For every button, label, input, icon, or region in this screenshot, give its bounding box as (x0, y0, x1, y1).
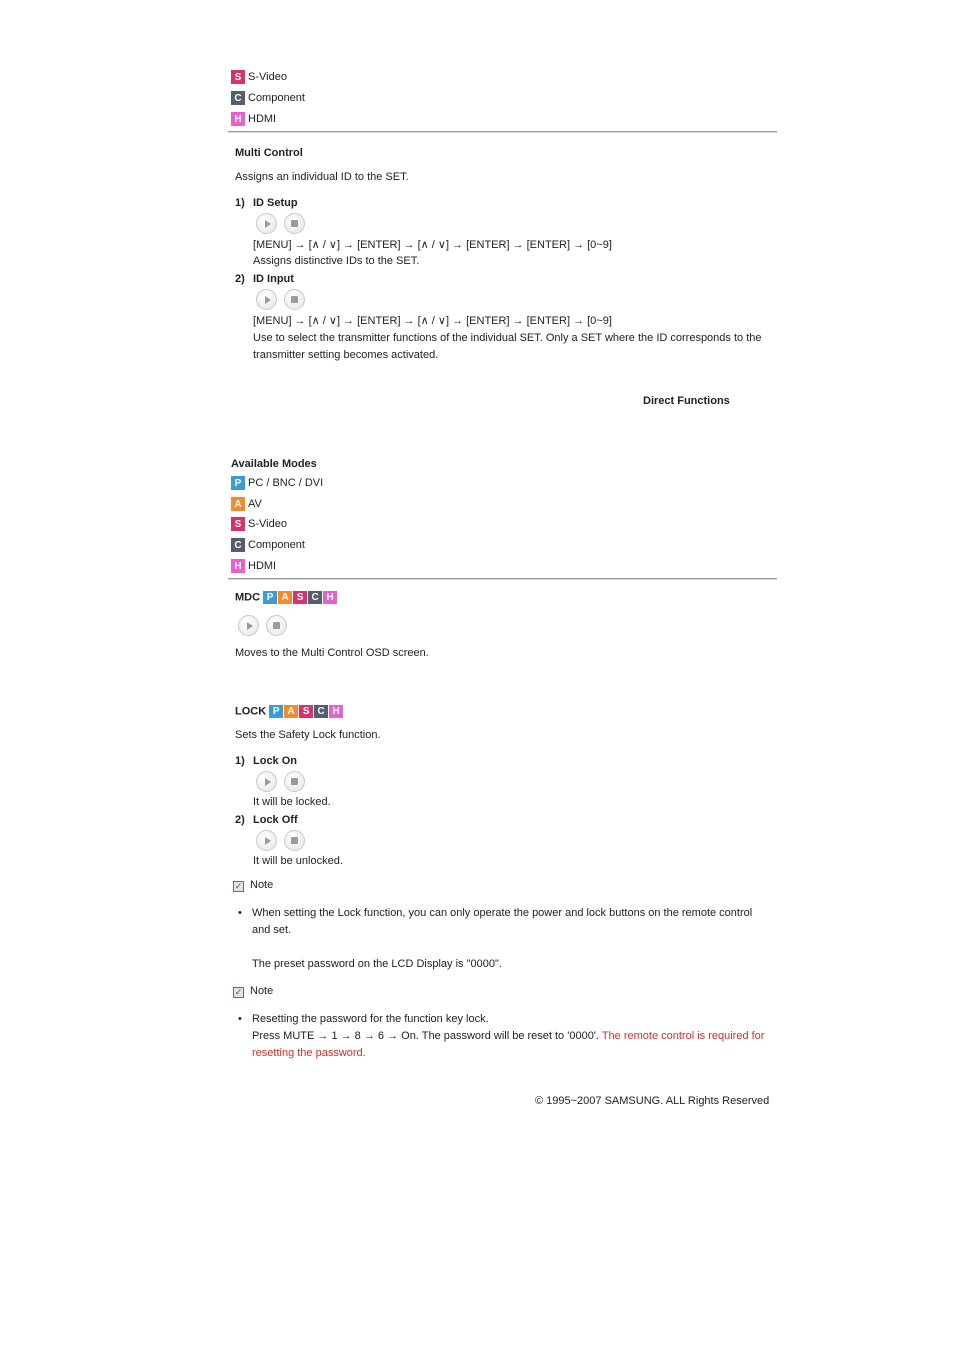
hdmi-icon: H (231, 559, 245, 573)
mode-component (231, 90, 305, 106)
menu-path: [MENU] → [∧ / ∨] → [ENTER] → [∧ / ∨] → [ENTER] → [ENTER] → [0~9] (253, 239, 612, 251)
stop-icon (266, 615, 287, 636)
note-text: Resetting the password for the function key lock. (252, 1013, 489, 1025)
item-title-lock-on: Lock On (253, 755, 298, 767)
av-icon: A (278, 591, 292, 604)
play-icon (256, 771, 277, 792)
hdmi-icon: H (323, 591, 337, 604)
warning-text: resetting the password. (252, 1047, 366, 1059)
item-desc: It will be locked. (253, 796, 331, 808)
remote-buttons (256, 771, 305, 792)
pc-icon: P (231, 476, 245, 490)
mdc-heading (235, 591, 338, 604)
component-icon: C (231, 538, 245, 552)
svideo-icon: S (231, 517, 245, 531)
remote-buttons (256, 289, 305, 310)
direct-functions-heading: Direct Functions (643, 395, 730, 407)
item-number: 1) (235, 755, 245, 767)
note-text: The preset password on the LCD Display is "0000". (252, 958, 502, 970)
stop-icon (284, 771, 305, 792)
av-icon: A (231, 497, 245, 511)
component-icon: C (231, 91, 245, 105)
note-text-line (252, 1030, 764, 1042)
mode-badge (263, 591, 338, 604)
mode-label: HDMI (248, 560, 277, 572)
mode-av (231, 496, 262, 512)
lock-desc: Sets the Safety Lock function. (235, 729, 381, 741)
mode-label: S-Video (248, 518, 287, 530)
note-text: When setting the Lock function, you can only operate the power and lock buttons on the remote control (252, 907, 753, 919)
divider (228, 131, 777, 133)
bullet: • (238, 907, 242, 919)
mode-label: PC / BNC / DVI (248, 477, 324, 489)
item-desc: It will be unlocked. (253, 855, 343, 867)
item-desc: Use to select the transmitter functions of the individual SET. Only a SET where the ID corresponds to the (253, 332, 762, 344)
lock-heading (235, 705, 344, 718)
play-icon (256, 213, 277, 234)
item-title-lock-off: Lock Off (253, 814, 298, 826)
mode-pc (231, 475, 323, 491)
mode-label: Component (248, 539, 305, 551)
menu-path: [MENU] → [∧ / ∨] → [ENTER] → [∧ / ∨] → [ENTER] → [ENTER] → [0~9] (253, 315, 612, 327)
mode-label: S-Video (248, 71, 287, 83)
stop-icon (284, 213, 305, 234)
warning-text: The remote control is required for (601, 1030, 765, 1042)
play-icon (256, 830, 277, 851)
av-icon: A (284, 705, 298, 718)
mode-svideo (231, 516, 287, 532)
item-desc: transmitter setting becomes activated. (253, 349, 439, 361)
bullet: • (238, 1013, 242, 1025)
hdmi-icon: H (329, 705, 343, 718)
mode-svideo (231, 69, 287, 85)
divider (228, 578, 777, 580)
item-number: 1) (235, 197, 245, 209)
note-text: Press MUTE → 1 → 8 → 6 → On. The password will be reset to '0000'. (252, 1030, 599, 1042)
svideo-icon: S (231, 70, 245, 84)
stop-icon (284, 289, 305, 310)
item-number: 2) (235, 273, 245, 285)
remote-buttons (238, 615, 287, 636)
mode-badge (269, 705, 344, 718)
stop-icon (284, 830, 305, 851)
lock-title: LOCK (235, 705, 267, 718)
mode-label: AV (248, 498, 262, 510)
hdmi-icon: H (231, 112, 245, 126)
section-desc: Assigns an individual ID to the SET. (235, 171, 409, 183)
note-label: Note (250, 879, 274, 891)
mdc-desc: Moves to the Multi Control OSD screen. (235, 647, 429, 659)
item-title-id-setup: ID Setup (253, 197, 298, 209)
item-desc: Assigns distinctive IDs to the SET. (253, 255, 420, 267)
note-text: and set. (252, 924, 292, 936)
mode-component (231, 537, 305, 553)
mode-label: HDMI (248, 113, 277, 125)
section-title-multi-control: Multi Control (235, 147, 303, 159)
remote-buttons (256, 830, 305, 851)
mode-hdmi (231, 558, 276, 574)
component-icon: C (314, 705, 328, 718)
mdc-title: MDC (235, 591, 261, 604)
item-number: 2) (235, 814, 245, 826)
play-icon (238, 615, 259, 636)
item-title-id-input: ID Input (253, 273, 294, 285)
note-label: Note (250, 985, 274, 997)
mode-hdmi (231, 111, 276, 127)
available-modes-title: Available Modes (231, 458, 317, 470)
svideo-icon: S (299, 705, 313, 718)
note-icon: ✓ (234, 987, 243, 997)
note-icon: ✓ (234, 881, 243, 891)
component-icon: C (308, 591, 322, 604)
mode-label: Component (248, 92, 305, 104)
remote-buttons (256, 213, 305, 234)
svideo-icon: S (293, 591, 307, 604)
copyright: © 1995~2007 SAMSUNG. ALL Rights Reserved (535, 1095, 770, 1107)
pc-icon: P (263, 591, 277, 604)
play-icon (256, 289, 277, 310)
pc-icon: P (269, 705, 283, 718)
